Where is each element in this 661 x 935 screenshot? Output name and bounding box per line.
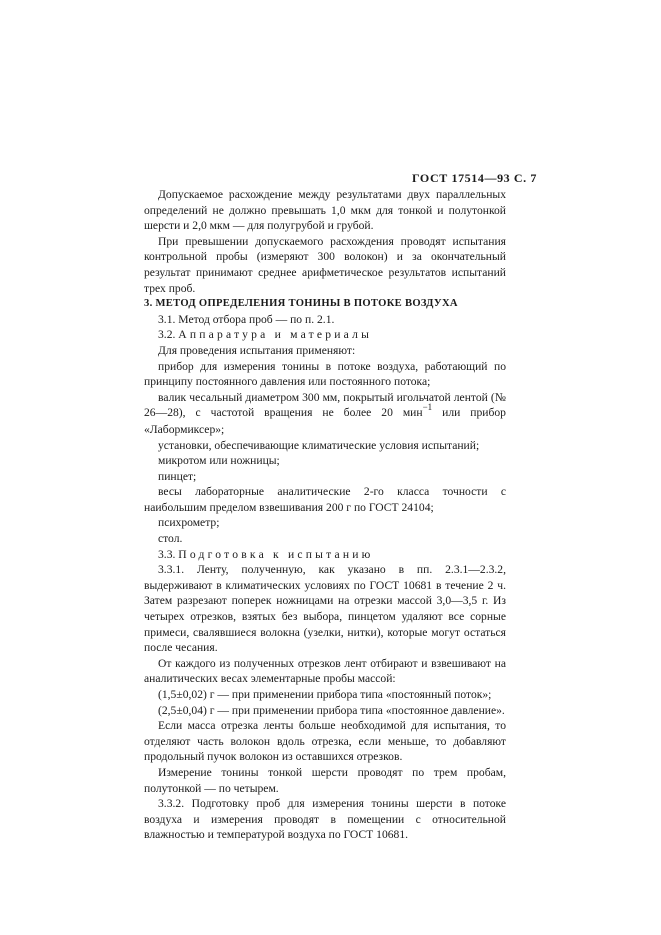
clause-3-2-number: 3.2. — [158, 328, 176, 342]
page-content — [144, 187, 506, 843]
equipment-item-text: валик чесальный диаметром 300 мм, покрытый игольчатой лентой (№ 26—28), с частотой вращения не более 20 мин — [144, 390, 506, 420]
clause-3-3-title: Подготовка к испытанию — [178, 547, 374, 561]
clause-3-3-heading — [144, 547, 506, 563]
equipment-item: установки, обеспечивающие климатические условия испытаний; — [158, 438, 480, 452]
equipment-item: пинцет; — [158, 469, 197, 483]
clause-3-3-1: 3.3.1. Ленту, полученную, как указано в пп. 2.3.1—2.3.2, выдерживают в климатических условиях по ГОСТ 10681 в течение 2 ч. Затем разрезают поперек ножницами на отрезки массой 3,0—3,5 г. Из четырех отрезков, взятых без выбора, пинцетом удаляют все сорные примеси, свалявшиеся волокна (узелки, нитки), которые могут остаться после чесания. — [144, 563, 506, 655]
equipment-item-tail: или прибор «Лабормиксер»; — [144, 406, 506, 436]
mass-constant-flow: (1,5±0,02) г — при применении прибора типа «постоянный поток»; — [158, 688, 492, 701]
clause-3-1: 3.1. Метод отбора проб — по п. 2.1. — [158, 312, 335, 326]
paragraph-sampling: От каждого из полученных отрезков лент отбирают и взвешивают на аналитических весах элементарные пробы массой: — [144, 656, 506, 686]
equipment-item: прибор для измерения тонины в потоке воздуха, работающий по принципу постоянного давления или постоянного потока; — [144, 359, 506, 389]
clause-3-2-heading — [144, 327, 506, 343]
mass-constant-pressure: (2,5±0,04) г — при применении прибора типа «постоянное давление». — [158, 703, 505, 717]
paragraph-control-sample: При превышении допускаемого расхождения проводят испытания контрольной пробы (измеряют 300 волокон) и за окончательный результат принимают среднее арифметическое результатов испытаний трех проб. — [144, 234, 506, 295]
equipment-item: психрометр; — [158, 516, 220, 530]
section-title: 3. МЕТОД ОПРЕДЕЛЕНИЯ ТОНИНЫ В ПОТОКЕ ВОЗДУХА — [144, 298, 458, 310]
paragraph-tolerance: Допускаемое расхождение между результатами двух параллельных определений не должно превышать 1,0 мкм для тонкой и полутонкой шерсти и 2,0 мкм — для полугрубой и грубой. — [144, 188, 506, 233]
paragraph-sample-count: Измерение тонины тонкой шерсти проводят по трем пробам, полутонкой — по четырем. — [144, 765, 506, 795]
paragraph-adjust-mass: Если масса отрезка ленты больше необходимой для испытания, то отделяют часть волокон вдоль отрезка, если меньше, то добавляют продольный пучок волокон из оставшихся отрезков. — [144, 719, 506, 764]
clause-3-3-2: 3.3.2. Подготовку проб для измерения тонины шерсти в потоке воздуха и измерения проводят в помещении с относительной влажностью и температурой воздуха по ГОСТ 10681. — [144, 797, 506, 842]
clause-3-2-title: Аппаратура и материалы — [178, 328, 373, 342]
equipment-item — [144, 390, 506, 438]
unit-superscript: −1 — [422, 402, 433, 413]
equipment-intro: Для проведения испытания применяют: — [158, 343, 356, 357]
equipment-item: стол. — [158, 532, 183, 546]
page-header: ГОСТ 17514—93 С. 7 — [412, 171, 537, 185]
equipment-item: микротом или ножницы; — [158, 454, 280, 468]
clause-3-3-number: 3.3. — [158, 547, 176, 561]
equipment-item: весы лабораторные аналитические 2-го класса точности с наибольшим пределом взвешивания 200 г по ГОСТ 24104; — [144, 485, 506, 514]
